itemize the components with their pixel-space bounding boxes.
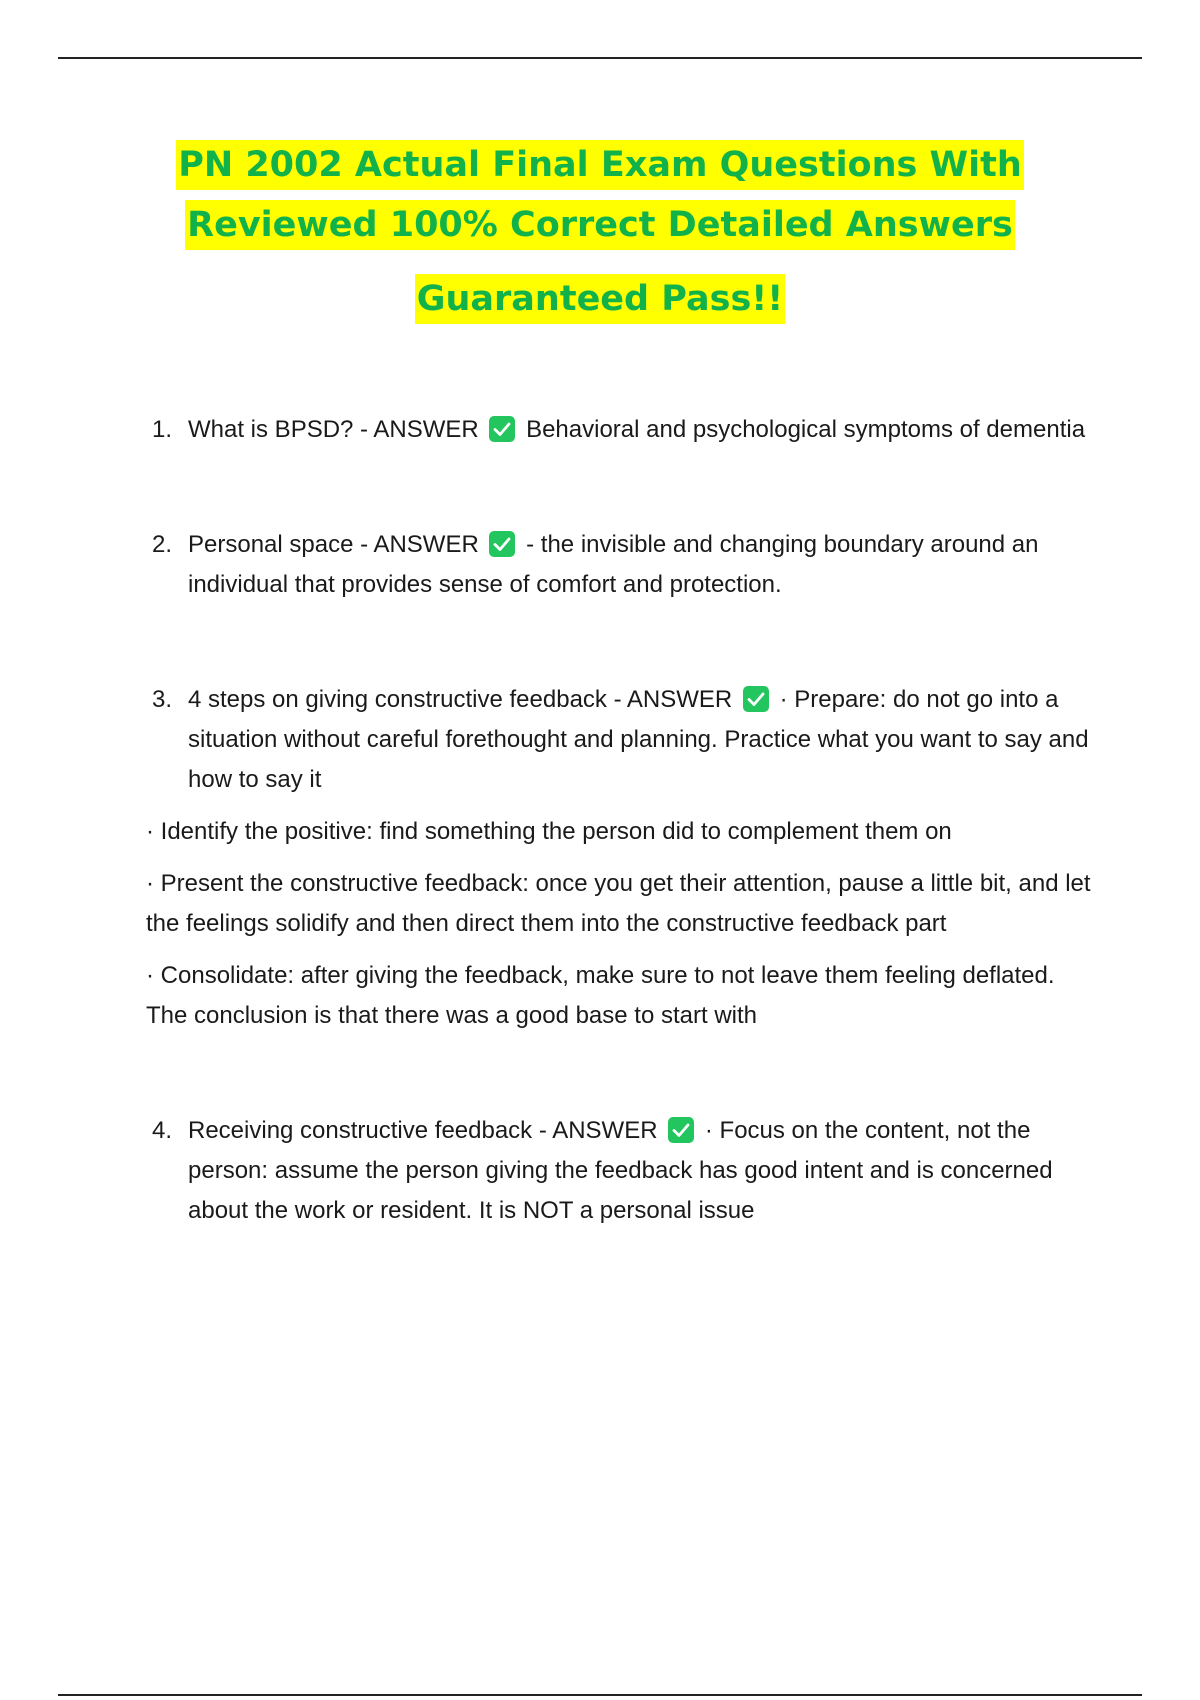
item-3-bullet-present: · Present the constructive feedback: once you get their attention, pause a little bit, and let the feelings solidify and then direct them into the constructive feedback part	[146, 870, 1091, 937]
question-text: 4 steps on giving constructive feedback -	[188, 686, 627, 713]
item-number: 2.	[152, 531, 173, 558]
answer-text: · Prepare: do not go into a situation without careful forethought and planning. Practice what you want to say and how to say it	[188, 686, 1089, 793]
question-text: Personal space -	[188, 531, 374, 558]
item-3-bullet-consolidate: · Consolidate: after giving the feedback, make sure to not leave them feeling deflated. The conclusion is that there was a good base to start with	[146, 962, 1055, 1029]
answer-text: · Focus on the content, not the person: assume the person giving the feedback has good intent and is concerned about the work or resident. It is NOT a personal issue	[188, 1117, 1053, 1224]
item-number: 3.	[152, 686, 173, 713]
title-line-3: Guaranteed Pass!!	[415, 274, 785, 324]
question-text: What is BPSD? -	[188, 416, 374, 443]
qa-item-1	[146, 410, 1096, 450]
qa-item-4	[146, 1111, 1096, 1231]
answer-label: ANSWER	[373, 416, 479, 443]
qa-list	[146, 410, 1096, 1231]
title-line-2: Reviewed 100% Correct Detailed Answers	[185, 200, 1015, 250]
answer-label: ANSWER	[373, 531, 479, 558]
bottom-rule	[58, 1694, 1142, 1696]
item-number: 4.	[152, 1117, 173, 1144]
answer-text: Behavioral and psychological symptoms of dementia	[526, 416, 1086, 443]
check-icon	[668, 1117, 694, 1143]
top-rule	[58, 57, 1142, 59]
answer-label: ANSWER	[626, 686, 733, 713]
qa-item-2	[146, 525, 1096, 605]
check-icon	[489, 416, 515, 442]
title-line-1: PN 2002 Actual Final Exam Questions With	[176, 140, 1024, 190]
check-icon	[743, 686, 769, 712]
check-icon	[489, 531, 515, 557]
qa-item-3	[146, 680, 1096, 800]
question-text: Receiving constructive feedback -	[188, 1117, 553, 1144]
item-number: 1.	[152, 416, 173, 443]
item-3-bullet-identify: · Identify the positive: find something the person did to complement them on	[146, 818, 952, 845]
answer-text: - the invisible and changing boundary around an individual that provides sense of comfort and protection.	[188, 531, 1039, 598]
answer-label: ANSWER	[552, 1117, 658, 1144]
document-title	[0, 140, 1200, 324]
